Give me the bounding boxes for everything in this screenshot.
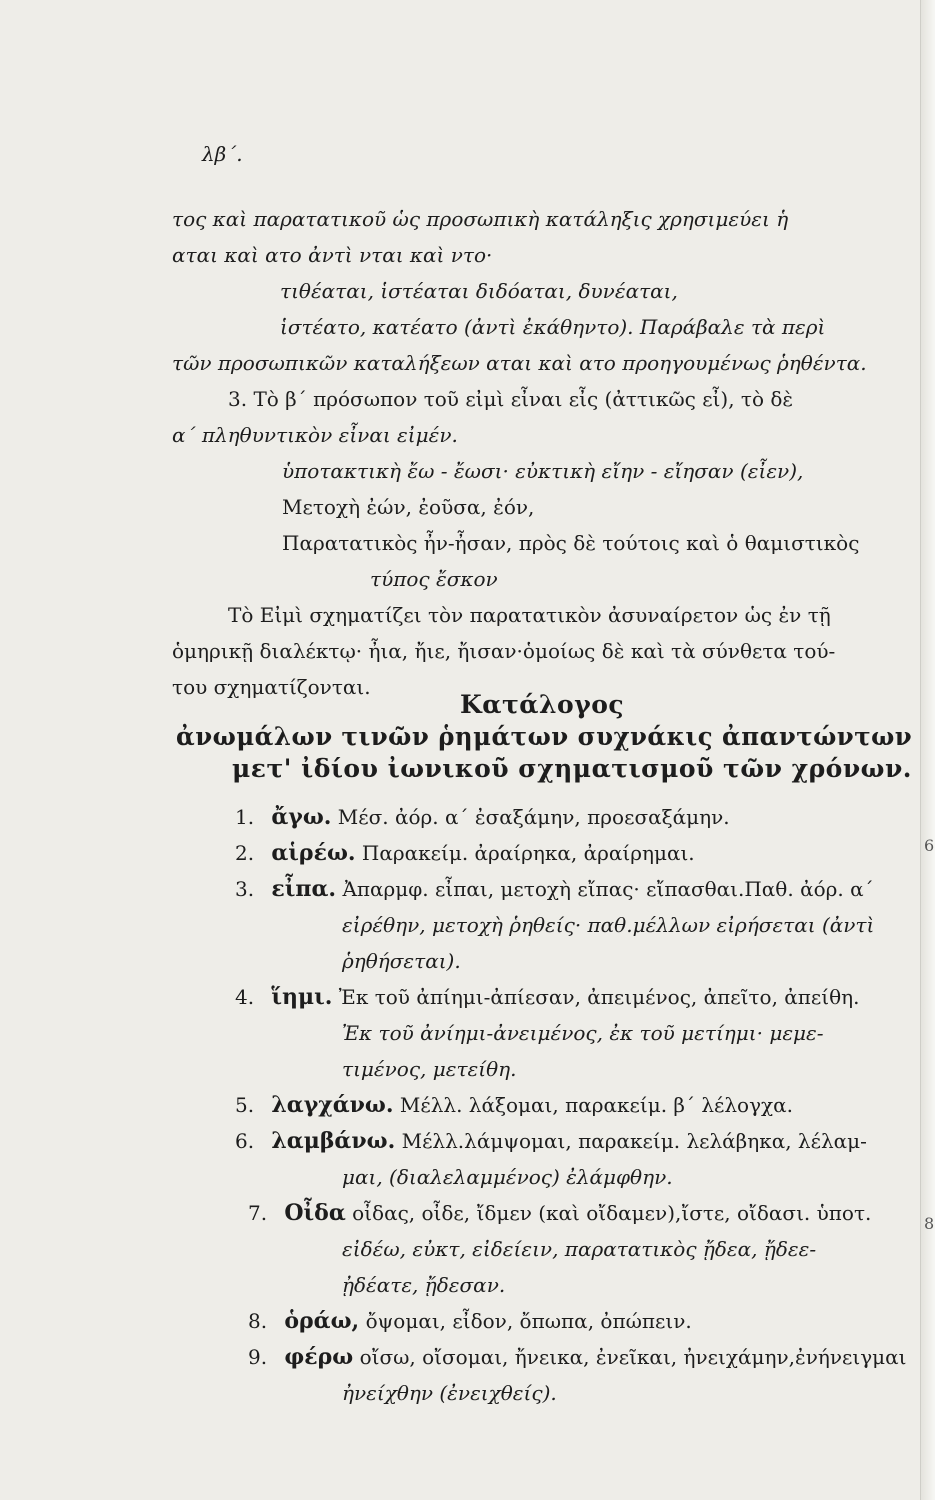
verb-headword: φέρω [284,1344,354,1370]
verb-forms: Μέσ. ἀόρ. α΄ ἐσαξάμην, προεσαξάμην. [337,805,730,829]
text-line: 3. Τὸ β΄ πρόσωπον τοῦ εἰμὶ εἶναι εἶς (ἀττικῶς εἶ), τὸ δὲ [228,387,794,411]
heading-line: μετ' ἰδίου ἰωνικοῦ σχηματισμοῦ τῶν χρόνων. [232,754,912,783]
text-line: του σχηματίζονται. [172,675,371,699]
entry-number: 8. [248,1309,268,1333]
verb-continuation: εἰρέθην, μετοχὴ ῥηθείς· παθ.μέλλων εἰρήσεται (ἀντὶ [342,913,875,937]
text-line: Μετοχὴ ἐών, ἐοῦσα, ἐόν, [282,495,535,519]
verb-entry [235,1092,793,1118]
verb-forms: Παρακείμ. ἀραίρηκα, ἀραίρημαι. [361,841,695,865]
verb-continuation: ῥηθήσεται). [342,949,461,973]
verb-continuation: τιμένος, μετείθη. [342,1057,517,1081]
verb-entry [235,840,695,866]
verb-forms: Ἀπαρμφ. εἶπαι, μετοχὴ εἴπας· εἴπασθαι.Παθ. ἀόρ. α΄ [342,877,874,901]
entry-number: 4. [235,985,255,1009]
verb-forms: Μέλλ.λάμψομαι, παρακείμ. λελάβηκα, λέλαμ- [401,1129,867,1153]
text-line: Παρατατικὸς ἦν-ἦσαν, πρὸς δὲ τούτοις καὶ ὁ θαμιστικὸς [282,531,860,555]
verb-forms: οἶδας, οἶδε, ἴδμεν (καὶ οἴδαμεν),ἴστε, οἴδασι. ὑποτ. [352,1201,872,1225]
text-line: α΄ πληθυντικὸν εἶναι εἰμέν. [172,423,458,447]
margin-mark: 8 [924,1214,935,1233]
verb-headword: Οἶδα [284,1200,346,1226]
verb-continuation: ἠνείχθην (ἐνειχθείς). [342,1381,557,1405]
verb-headword: ὁράω, [284,1308,360,1334]
entry-number: 6. [235,1129,255,1153]
verb-continuation: Ἐκ τοῦ ἀνίημι-ἀνειμένος, ἐκ τοῦ μετίημι· μεμε- [342,1021,824,1045]
entry-number: 3. [235,877,255,901]
verb-continuation: ᾐδέατε, ᾔδεσαν. [342,1273,506,1297]
verb-headword: αἱρέω. [271,840,356,866]
verb-entry [235,804,730,830]
verb-entry [248,1344,907,1370]
verb-entry [235,984,860,1010]
verb-continuation: μαι, (διαλελαμμένος) ἐλάμφθην. [342,1165,673,1189]
verb-headword: λαγχάνω. [271,1092,394,1118]
verb-forms: Ἐκ τοῦ ἀπίημι-ἀπίεσαν, ἀπειμένος, ἀπεῖτο, ἀπείθη. [338,985,860,1009]
verb-forms: Μέλλ. λάξομαι, παρακείμ. β΄ λέλογχα. [399,1093,794,1117]
verb-headword: λαμβάνω. [271,1128,396,1154]
verb-forms: ὄψομαι, εἶδον, ὄπωπα, ὀπώπειν. [365,1309,692,1333]
text-line: τῶν προσωπικῶν καταλήξεων αται καὶ ατο προηγουμένως ῥηθέντα. [172,351,867,375]
entry-number: 2. [235,841,255,865]
verb-entry [235,876,874,902]
entry-number: 7. [248,1201,268,1225]
verb-headword: εἶπα. [271,876,337,902]
text-line: ὁμηρικῇ διαλέκτῳ· ἦια, ἤιε, ἤισαν·ὁμοίως δὲ καὶ τὰ σύνθετα τού- [172,639,836,663]
verb-continuation: εἰδέω, εὐκτ, εἰδείειν, παρατατικὸς ᾔδεα, ᾔδεε- [342,1237,817,1261]
heading-line: ἀνωμάλων τινῶν ῥημάτων συχνάκις ἀπαντώντων [176,722,913,751]
text-line: Τὸ Εἰμὶ σχηματίζει τὸν παρατατικὸν ἀσυναίρετον ὡς ἐν τῇ [228,603,831,627]
text-line: τύπος ἔσκον [370,567,498,591]
text-line: ἱστέατο, κατέατο (ἀντὶ ἐκάθηντο). Παράβαλε τὰ περὶ [280,315,826,339]
verb-entry [248,1308,692,1334]
page-number: λβ΄. [202,142,243,166]
text-line: ὑποτακτικὴ ἔω - ἔωσι· εὐκτικὴ εἴην - εἴησαν (εἶεν), [282,459,804,483]
entry-number: 1. [235,805,255,829]
verb-headword: ἄγω. [271,804,332,830]
entry-number: 9. [248,1345,268,1369]
page-edge [920,0,935,1500]
verb-entry [235,1128,867,1154]
verb-forms: οἴσω, οἴσομαι, ἤνεικα, ἐνεῖκαι, ἠνειχάμην,ἐνήνειγμαι [359,1345,907,1369]
text-line: αται καὶ ατο ἀντὶ νται καὶ ντο· [172,243,493,267]
verb-headword: ἵημι. [271,984,333,1010]
heading-title: Κατάλογος [460,690,625,719]
margin-mark: 6 [924,836,935,855]
text-line: τιθέαται, ἱστέαται διδόαται, δυνέαται, [280,279,678,303]
text-line: τος καὶ παρατατικοῦ ὡς προσωπικὴ κατάληξις χρησιμεύει ἡ [172,207,789,231]
verb-entry [248,1200,871,1226]
entry-number: 5. [235,1093,255,1117]
